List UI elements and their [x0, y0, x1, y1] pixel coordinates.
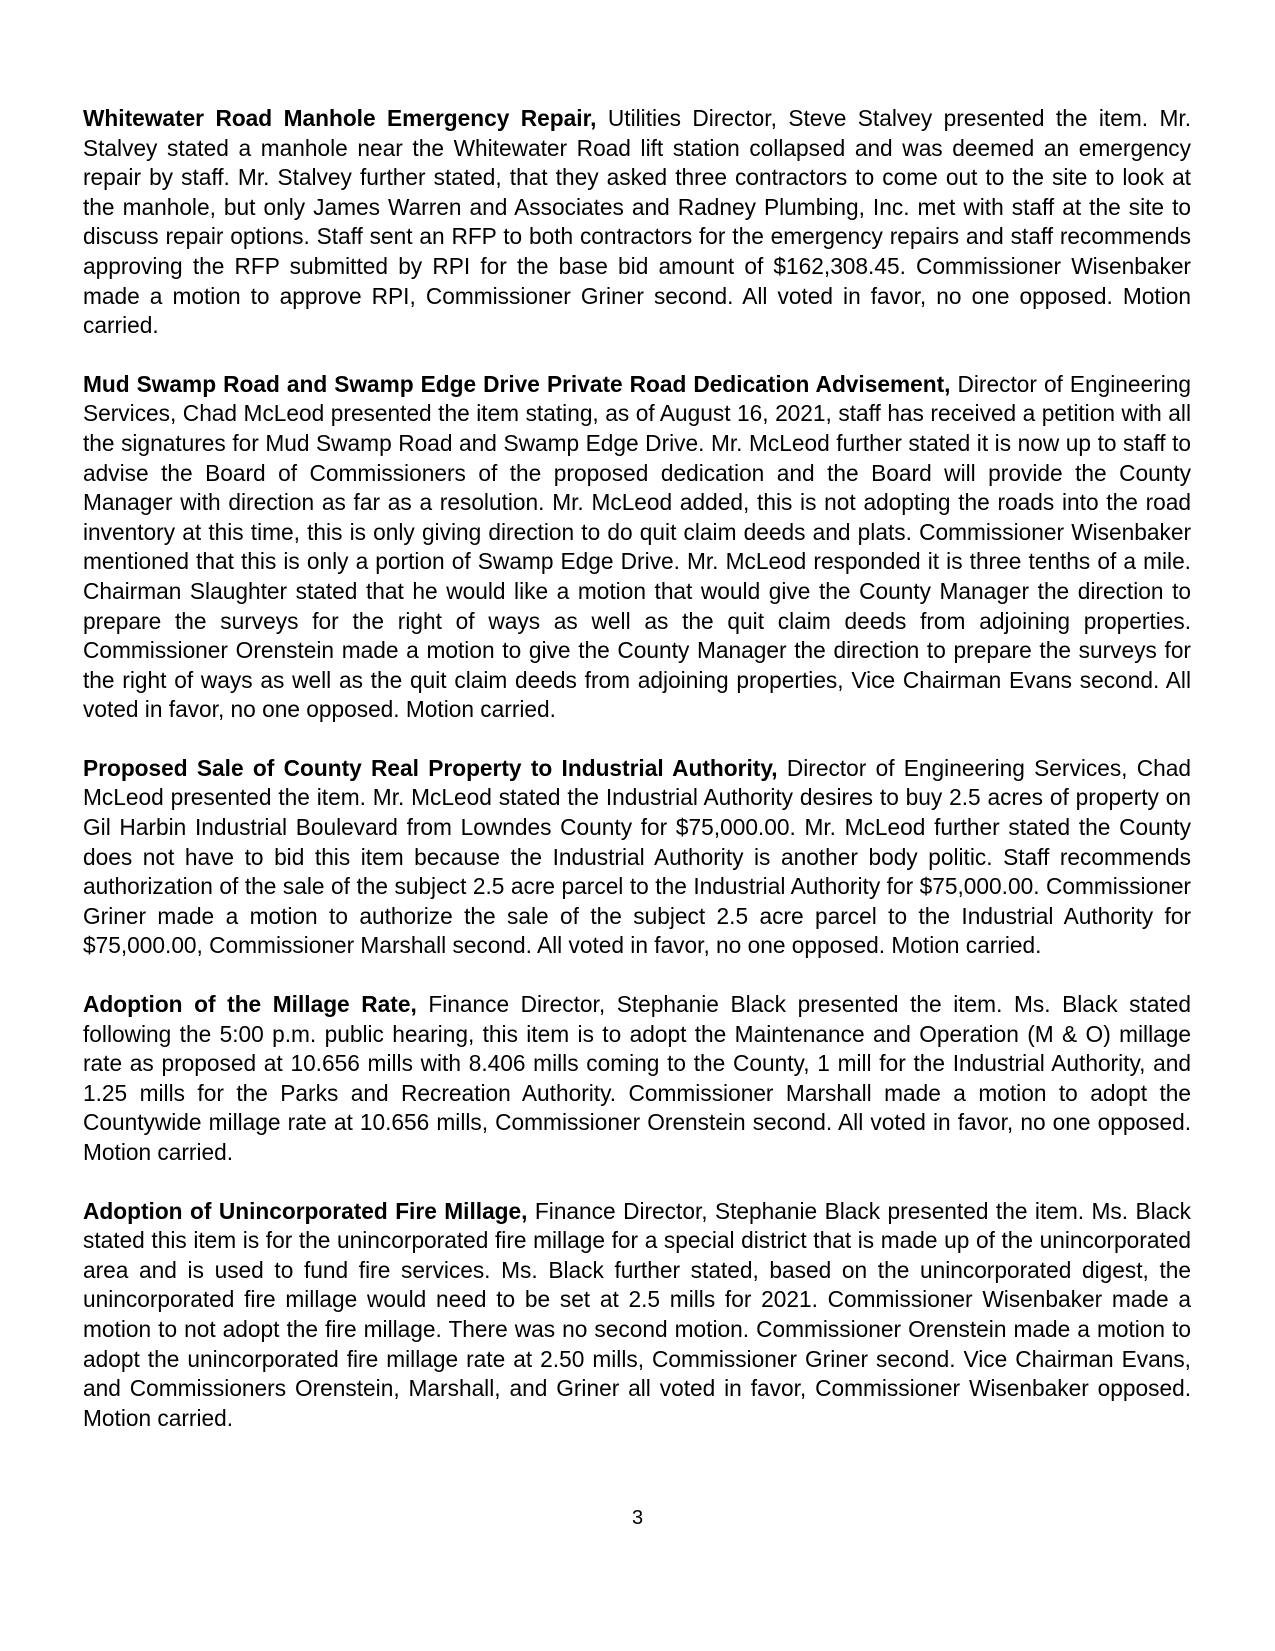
section-heading: Whitewater Road Manhole Emergency Repair, — [83, 105, 597, 131]
section-mud-swamp-road-dedication — [83, 370, 1191, 725]
section-body: Utilities Director, Steve Stalvey presented the item. Mr. Stalvey stated a manhole near the Whitewater Road lift station collapsed and was deemed an emergency repair by staff. Mr. Stalvey further stated, that they asked three contractors to come out to the site to look at the manhole, but only James Warren and Associates and Radney Plumbing, Inc. met with staff at the site to discuss repair options. Staff sent an RFP to both contractors for the emergency repairs and staff recommends approving the RFP submitted by RPI for the base bid amount of $162,308.45. Commissioner Wisenbaker made a motion to approve RPI, Commissioner Griner second. All voted in favor, no one opposed. Motion carried. — [83, 105, 1191, 339]
section-body: Director of Engineering Services, Chad McLeod presented the item. Mr. McLeod stated the Industrial Authority desires to buy 2.5 acres of property on Gil Harbin Industrial Boulevard from Lowndes County for $75,000.00. Mr. McLeod further stated the County does not have to bid this item because the Industrial Authority is another body politic. Staff recommends authorization of the sale of the subject 2.5 acre parcel to the Industrial Authority for $75,000.00. Commissioner Griner made a motion to authorize the sale of the subject 2.5 acre parcel to the Industrial Authority for $75,000.00, Commissioner Marshall second. All voted in favor, no one opposed. Motion carried. — [83, 754, 1192, 959]
page-number: 3 — [631, 1507, 644, 1529]
section-heading: Adoption of Unincorporated Fire Millage, — [83, 1197, 528, 1224]
section-body: Finance Director, Stephanie Black presented the item. Ms. Black stated this item is for the unincorporated fire millage for a special district that is made up of the unincorporated area and is used to fund fire services. Ms. Black further stated, based on the unincorporated digest, the unincorporated fire millage would need to be set at 2.5 mills for 2021. Commissioner Wisenbaker made a motion to not adopt the fire millage. There was no second motion. Commissioner Orenstein made a motion to adopt the unincorporated fire millage rate at 2.50 mills, Commissioner Griner second. Vice Chairman Evans, and Commissioners Orenstein, Marshall, and Griner all voted in favor, Commissioner Wisenbaker opposed. Motion carried. — [83, 1197, 1191, 1431]
section-adoption-millage-rate — [83, 990, 1191, 1168]
document-page — [83, 104, 1191, 1462]
section-heading: Mud Swamp Road and Swamp Edge Drive Private Road Dedication Advisement, — [83, 370, 951, 397]
section-body: Director of Engineering Services, Chad McLeod presented the item stating, as of August 16, 2021, staff has received a petition with all the signatures for Mud Swamp Road and Swamp Edge Drive. Mr. McLeod further stated it is now up to staff to advise the Board of Commissioners of the proposed dedication and the Board will provide the County Manager with direction as far as a resolution. Mr. McLeod added, this is not adopting the roads into the road inventory at this time, this is only giving direction to do quit claim deeds and plats. Commissioner Wisenbaker mentioned that this is only a portion of Swamp Edge Drive. Mr. McLeod responded it is three tenths of a mile. Chairman Slaughter stated that he would like a motion that would give the County Manager the direction to prepare the surveys for the right of ways as well as the quit claim deeds from adjoining properties. Commissioner Orenstein made a motion to give the County Manager the direction to prepare the surveys for the right of ways as well as the quit claim deeds from adjoining properties, Vice Chairman Evans second. All voted in favor, no one opposed. Motion carried. — [83, 370, 1191, 723]
section-body: Finance Director, Stephanie Black presented the item. Ms. Black stated following the 5:00 p.m. public hearing, this item is to adopt the Maintenance and Operation (M & O) millage rate as proposed at 10.656 mills with 8.406 mills coming to the County, 1 mill for the Industrial Authority, and 1.25 mills for the Parks and Recreation Authority. Commissioner Marshall made a motion to adopt the Countywide millage rate at 10.656 mills, Commissioner Orenstein second. All voted in favor, no one opposed. Motion carried. — [83, 991, 1191, 1165]
section-heading: Proposed Sale of County Real Property to Industrial Authority, — [83, 754, 778, 781]
section-heading: Adoption of the Millage Rate, — [83, 991, 417, 1018]
section-unincorporated-fire-millage — [83, 1197, 1191, 1434]
section-sale-of-county-property — [83, 754, 1191, 961]
section-whitewater-road-manhole — [83, 104, 1191, 341]
